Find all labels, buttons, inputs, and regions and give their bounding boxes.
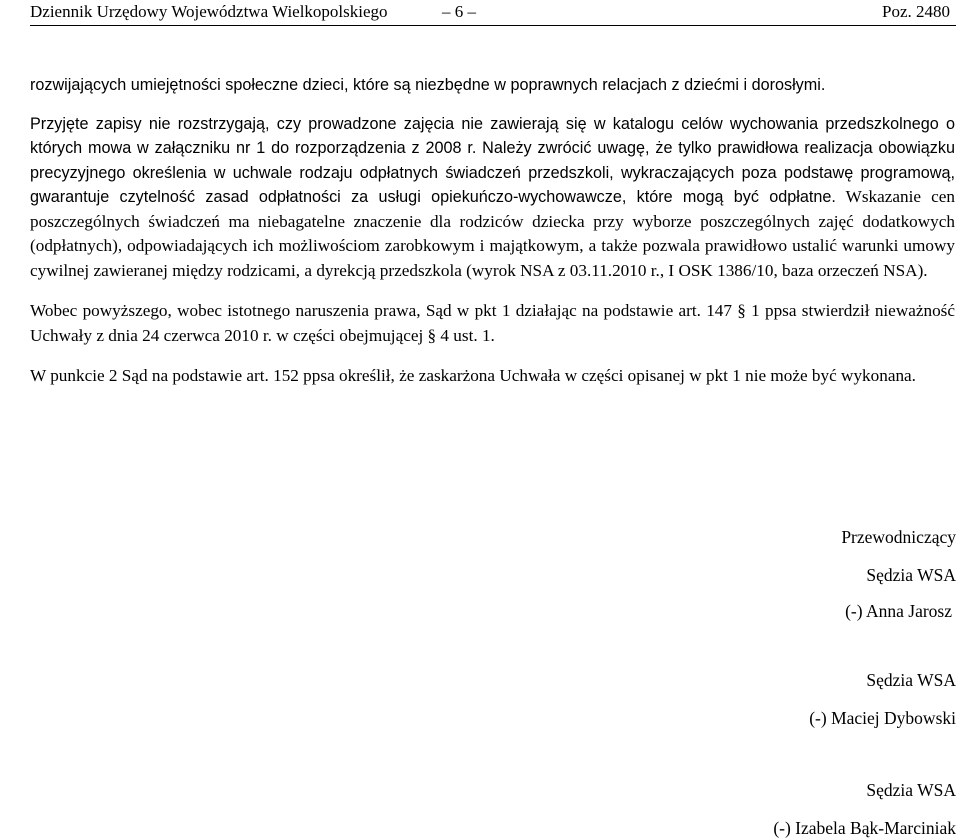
paragraph-3: Wobec powyższego, wobec istotnego naruszenia prawa, Sąd w pkt 1 działając na podstawie art. 147 § 1 ppsa stwierdził nieważność Uchwały z dnia 24 czerwca 2010 r. w części obejmującej § 4 ust. 1.: [30, 301, 955, 345]
page-header: [30, 1, 956, 26]
judge-3-name: (-) Izabela Bąk-Marciniak: [773, 818, 956, 838]
paragraph-4: W punkcie 2 Sąd na podstawie art. 152 ppsa określił, że zaskarżona Uchwała w części opisanej w pkt 1 nie może być wykonana.: [30, 366, 916, 385]
paragraph-2: [30, 112, 955, 284]
judge-3-title: Sędzia WSA: [866, 780, 956, 800]
paragraph-1: rozwijających umiejętności społeczne dzieci, które są niezbędne w poprawnych relacjach z dziećmi i dorosłymi.: [30, 76, 826, 94]
judge-1-name: (-) Anna Jarosz: [845, 601, 952, 621]
journal-title: Dziennik Urzędowy Województwa Wielkopolskiego: [30, 2, 388, 21]
judge-1-title: Sędzia WSA: [866, 565, 956, 585]
page-number: – 6 –: [442, 2, 476, 21]
chair-title: Przewodniczący: [841, 527, 956, 547]
paragraph-2-serif-part: Wskazanie cen poszczególnych świadczeń ma niebagatelne znaczenie dla rodziców dziecka przy wyborze poszczególnych zajęć dodatkowych (odpłatnych), odpowiadających ich możliwościom zarobkowym i majątkowym, a także pozwala prawidłowo ustalić warunki umowy cywilnej zawieranej między rodzicami, a dyrekcją przedszkola (wyrok NSA z 03.11.2010 r., I OSK 1386/10, baza orzeczeń NSA).: [30, 187, 955, 280]
judge-2-title: Sędzia WSA: [866, 670, 956, 690]
paragraph-2-sans-part: Przyjęte zapisy nie rozstrzygają, czy prowadzone zajęcia nie zawierają się w katalogu celów wychowania przedszkolnego o których mowa w załączniku nr 1 do rozporządzenia z 2008 r. Należy zwrócić uwagę, że tylko prawidłowa realizacja obowiązku precyzyjnego określenia w uchwale rodzaju odpłatnych świadczeń przedszkoli, wykraczających poza podstawę programową, gwarantuje czytelność zasad odpłatności za usługi opiekuńczo-wychowawcze, które mogą być odpłatne.: [30, 114, 955, 206]
item-number: Poz. 2480: [882, 2, 950, 21]
judge-2-name: (-) Maciej Dybowski: [809, 708, 956, 728]
document-body: [30, 73, 955, 389]
